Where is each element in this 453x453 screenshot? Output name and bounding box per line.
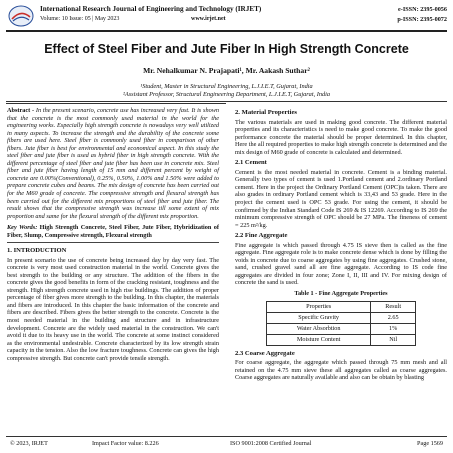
keywords-label: Key Words:	[7, 224, 38, 232]
paper-authors: Mr. Nehalkumar N. Prajapati¹, Mr. Aakash Suthar²	[143, 66, 310, 75]
table-cell: 2.65	[371, 312, 416, 323]
footer-copyright: © 2023, IRJET	[10, 440, 48, 447]
right-column	[235, 107, 447, 385]
table-header-row	[267, 301, 416, 312]
affiliation-rule	[6, 101, 447, 102]
material-properties-text: The various materials are used in making good concrete. The different material properties and its characteristics is need to make good concrete. To make the good performance concrete the material should be proper determined. In this chapter, Here the all required properties to make high strength concrete is determined and the mix design of M60 grade of concrete is calculated and determined.	[235, 118, 447, 156]
coarse-aggregate-heading: 2.3 Coarse Aggregate	[235, 349, 295, 357]
journal-volume: Volume: 10 Issue: 05 | May 2023	[40, 16, 120, 22]
abstract-top-rule	[6, 103, 226, 104]
affiliation-1: ¹Student, Master in Structural Engineering, L.J.I.E.T, Gujarat, India	[140, 83, 313, 90]
keywords-text: High Strength Concrete, Steel Fiber, Jute Fiber, Hybridization of Fiber, Slump, Compressive strength, Flexural strength	[7, 224, 219, 239]
header-rule	[6, 30, 447, 32]
fine-aggregate-table	[266, 301, 416, 346]
table-cell: Specific Gravity	[267, 312, 371, 323]
abstract-text: In the present scenario, concrete use has increased very fast. It is shown that the concrete is the most commonly used material in the world for the engineering works. Especially high strength concrete is nowadays very well utilized in many aspects. To increase the strength and the durability of the concrete some fibers are used here. Steel fiber is commonly used fiber in comparison of other fibers. Jute fiber is best for environmental and economical aspect. In this study the steel fiber and jute fiber is used as hybrid fiber in high strength concrete. With the different percentage of steel fiber and jute fiber has been use in concrete mix. Steel fiber and jute fiber having length of 15 mm and different percent by weight of concrete are 0.00%(Conventional), 0.25%, 0.50%, 1.00% and 1.50% were added to prepare concrete cubes and beams. The mix design of concrete has been carried out for the M60 grade of concrete. The compressive strength and flexural strength has been carried out for the different mix proportions of steel fiber and jute fiber. The result shows that the compressive strength was increase till some extent of mix proportion and same for the flexural strength of the different mix proportion.	[7, 107, 219, 220]
table-row	[267, 334, 416, 345]
journal-website-link[interactable]: www.irjet.net	[191, 16, 226, 22]
table-cell: Water Absorbtion	[267, 323, 371, 334]
introduction-text: In present scenario the use of concrete being increased day by day very fast. The concrete is very most used construction material in the world. Concrete gives the best strength to the building or any structure. The addition of the fibers in the concrete gives the good benefits in form of the cracking resistant, toughness and the strength. High strength concrete used in high rise buildings. The addition of proper percentage of fiber gives more strength to the building. In this chapter, the materials and fibers are introduced. In this chapter the basic information of the concrete and fibers are described. Fibers gives the better strength to the concrete. Concrete is the most needed material in the building and structure and in infrastructure development. Concrete are the widely used material in the construction. We can't avoid it due to its heavy use in the world. The concrete at some instinct considered as the environmental undesirable. Concrete characterized by its low strength strain capacity in the tension. Also the low fracture toughness. Concrete can gives the high compressive strength. But concrete can't provide tensile strength.	[7, 256, 219, 362]
cement-text: Cement is the most needed material in concrete. Cement is a binding material. Generally two types of cement is used 1.Portland cement and 2.ordinary Portland cement. Here in the project the Ordinary Portland Cement (OPC)is taken. There are also grades in ordinary Portland cement which is 33,43 and 53 grade. Here in the project the cement used is OPC 53 grade. For using the cement, it should be confirmed by the Indian Standard Code IS 269 & IS 12269. According to IS 269 the minimum compressive strength of OPC should be 27 MPa. The fineness of cement = 225 m²/kg.	[235, 168, 447, 229]
table-header-cell: Properties	[267, 301, 371, 312]
table-header-cell: Result	[371, 301, 416, 312]
keywords-rule	[7, 242, 219, 243]
cement-heading: 2.1 Cement	[235, 159, 267, 167]
table-row	[267, 323, 416, 334]
p-issn: p-ISSN: 2395-0072	[397, 16, 447, 23]
fine-aggregate-heading: 2.2 Fine Aggregate	[235, 232, 288, 240]
table-cell: Moisture Content	[267, 334, 371, 345]
affiliation-2: ²Assistant Professor, Structural Engineering Department, L.J.I.E.T, Gujarat, India	[122, 91, 331, 98]
paper-title: Effect of Steel Fiber and Jute Fiber In High Strength Concrete	[44, 42, 409, 56]
coarse-aggregate-text: For coarse aggregate, the aggregate which passed through 75 mm mesh and all retained on the 4.75 mm sieve these all aggregates called as coarse aggregates. Coarse aggregates are naturally available and also can be obtain by blasting	[235, 359, 447, 382]
abstract	[7, 107, 219, 220]
table-cell: Nil	[371, 334, 416, 345]
material-properties-heading: 2. Material Properties	[235, 109, 297, 116]
table-row	[267, 312, 416, 323]
left-column	[7, 107, 219, 365]
introduction-heading: 1. INTRODUCTION	[7, 247, 67, 255]
journal-header	[6, 5, 447, 31]
footer-impact-factor: Impact Factor value: 8.226	[92, 440, 159, 447]
footer-rule	[6, 436, 447, 437]
table-caption: Table 1 - Fine Aggregate Properties	[294, 290, 388, 298]
e-issn: e-ISSN: 2395-0056	[398, 6, 447, 13]
table-cell: 1%	[371, 323, 416, 334]
abstract-label: Abstract -	[7, 107, 35, 114]
journal-name: International Research Journal of Engineering and Technology (IRJET)	[40, 5, 262, 13]
journal-logo	[8, 5, 34, 27]
footer-iso: ISO 9001:2008 Certified Journal	[230, 440, 312, 447]
keywords	[7, 224, 219, 239]
fine-aggregate-text: Fine aggregate is which passed through 4.75 IS sieve then is called as the fine aggregate. Fine aggregate role is to make concrete dense which is done by filling the voids in concrete due to coarse aggregates by using fine aggregates. Crushed stone, sand, crushed gravel sand all are fine aggregate. According to IS code fine aggregates are divided in four zone; Zone I, II, III and IV. For mixing design of concrete the sand is used.	[235, 241, 447, 287]
footer-page-number: Page 1569	[417, 440, 443, 447]
